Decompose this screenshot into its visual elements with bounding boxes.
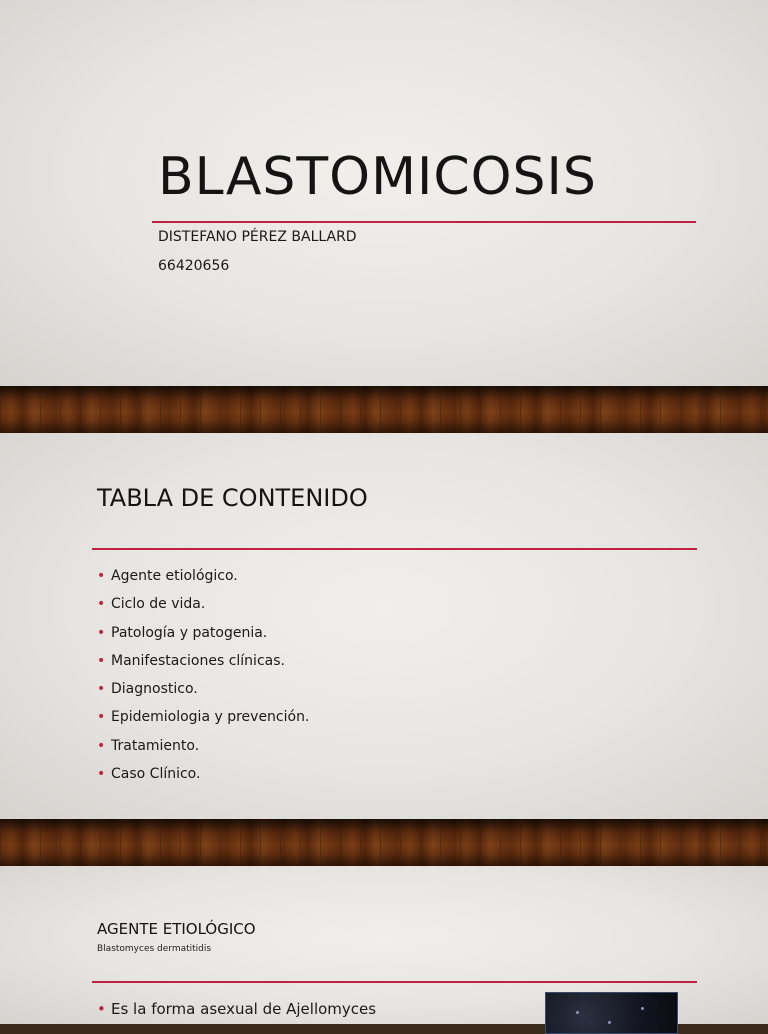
slide2-title: TABLA DE CONTENIDO [97,484,368,512]
list-item: • Epidemiologia y prevención. [97,709,310,726]
slide3-subtitle: Blastomyces dermatitidis [97,944,212,954]
list-item: • Caso Clínico. [97,766,201,783]
list-item: • Manifestaciones clínicas. [97,652,285,669]
student-id: 66420656 [158,258,230,274]
slide1-title: BLASTOMICOSIS [158,147,597,207]
bullet-icon: • [97,596,106,613]
author-name: DISTEFANO PÉREZ BALLARD [158,229,357,245]
microscopy-image [545,992,678,1034]
list-item: • Ciclo de vida. [97,596,206,613]
slide3-title: AGENTE ETIOLÓGICO [97,920,256,938]
list-item: • Diagnostico. [97,681,198,698]
bullet-icon: • [97,737,106,754]
slide3-divider [92,981,697,983]
bullet-icon: • [97,1000,106,1018]
toc-list [97,566,309,792]
title-divider [152,221,696,223]
bullet-icon: • [97,624,106,641]
list-item: • Patología y patogenia. [97,624,268,641]
list-item: • Tratamiento. [97,737,200,754]
bullet-icon: • [97,681,106,698]
bullet-icon: • [97,652,106,669]
toc-divider [92,548,697,550]
wood-floor-divider [0,386,768,433]
list-item: • Agente etiológico. [97,568,238,584]
wood-floor-divider [0,819,768,866]
bullet-icon: • [97,766,106,783]
list-item: • Es la forma asexual de Ajellomyces [97,1000,377,1018]
bullet-icon: • [97,709,106,726]
bullet-icon: • [97,568,106,584]
